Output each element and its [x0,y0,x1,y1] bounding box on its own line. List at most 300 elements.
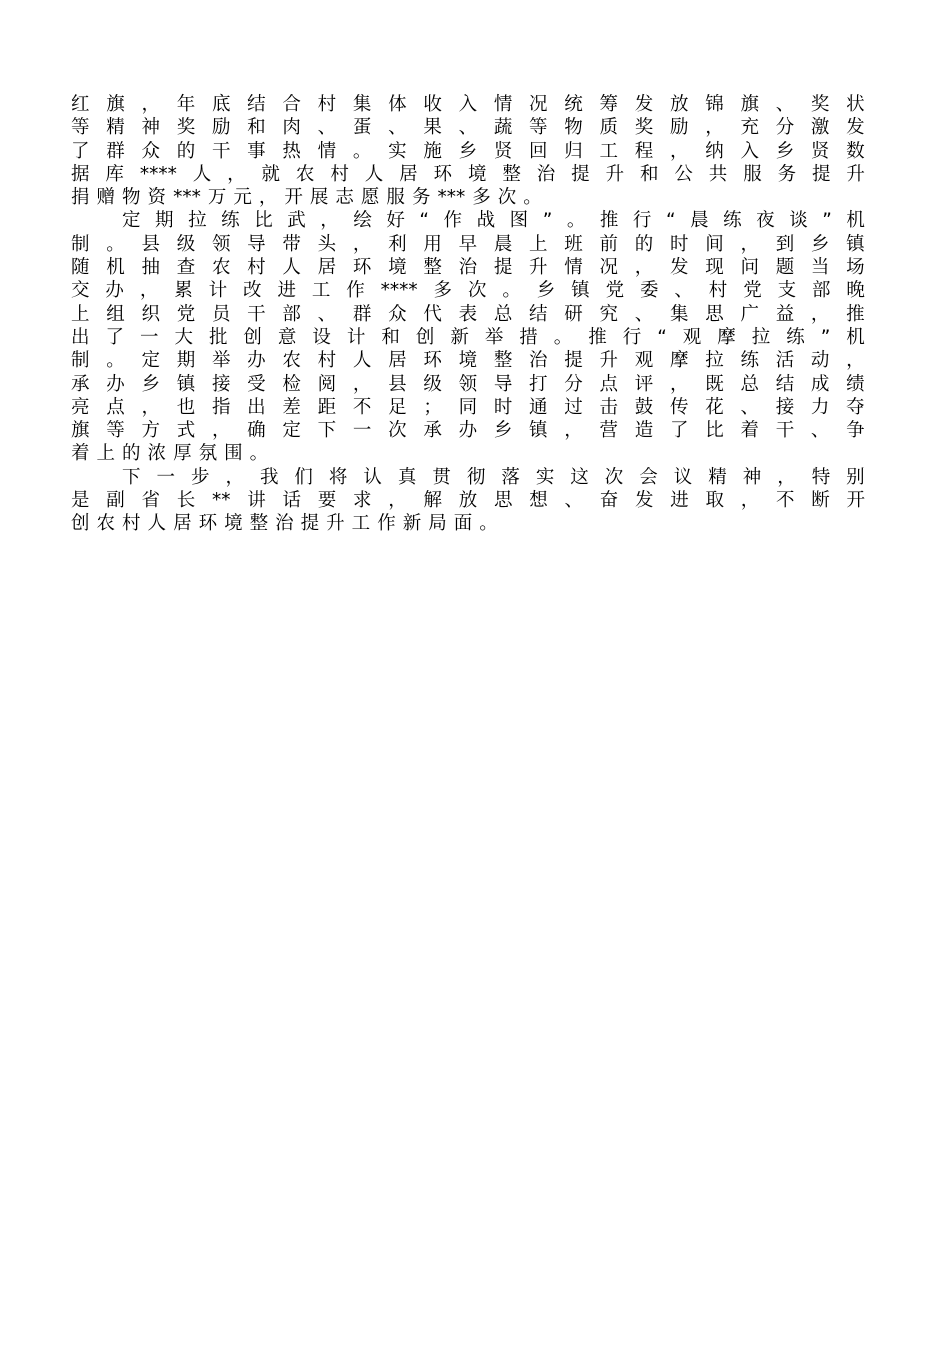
glyph: 一 [156,466,175,488]
glyph: 党 [743,280,762,302]
glyph: 我 [259,466,279,488]
glyph: 县 [141,233,160,255]
glyph: 等 [106,420,125,442]
glyph: 充 [740,117,759,139]
glyph: 旗 [106,94,125,115]
glyph: 人 [192,163,212,185]
glyph: 亮 [71,396,90,418]
glyph: 一 [139,326,159,348]
glyph: 分 [775,117,795,139]
glyph: 通 [529,396,548,418]
glyph: 指 [211,396,231,418]
glyph: 议 [673,466,693,488]
glyph: 晨 [493,233,513,255]
glyph: 回 [529,140,548,162]
glyph: 间 [705,233,724,255]
glyph: 动 [810,350,830,372]
glyph: 升 [599,350,619,372]
glyph: 况 [529,94,548,115]
glyph: 支 [777,280,797,302]
glyph: 。 [523,187,542,209]
glyph: 利 [388,233,407,255]
glyph: 镇 [571,280,590,302]
glyph: 晚 [846,280,865,302]
glyph: 交 [71,280,90,302]
glyph: 围 [224,443,243,465]
glyph: 多 [433,280,453,302]
glyph: 活 [775,350,795,372]
glyph: 工 [351,513,371,535]
glyph: 特 [811,466,831,488]
text-line [71,512,865,535]
glyph: 绘 [353,210,372,232]
glyph: ， [352,233,372,255]
glyph: 现 [705,257,724,279]
glyph: **** [380,280,418,302]
glyph: 彻 [466,466,486,488]
glyph: 资 [147,187,167,209]
glyph: 查 [176,257,196,279]
glyph: 办 [458,420,478,442]
glyph: 农 [211,257,231,279]
glyph: 多 [472,187,491,209]
glyph: 提 [493,257,513,279]
glyph: 武 [287,210,306,232]
glyph: 、 [317,117,337,139]
glyph: 出 [71,326,90,348]
glyph: 求 [352,490,372,512]
glyph: 归 [564,140,583,162]
glyph: 研 [564,303,583,325]
glyph: 发 [634,490,654,512]
glyph: 实 [535,466,555,488]
glyph: 乡 [141,373,160,395]
glyph: ， [740,490,760,512]
glyph: 乡 [493,420,513,442]
glyph: 行 [622,326,642,348]
glyph: 贤 [810,140,830,162]
glyph: 次 [497,187,517,209]
glyph: 话 [282,490,301,512]
glyph: 境 [224,513,243,535]
glyph: 期 [155,210,174,232]
glyph: 程 [634,140,654,162]
glyph: 发 [846,117,865,139]
glyph: 境 [458,350,478,372]
glyph: 环 [352,257,372,279]
glyph: 局 [428,513,447,535]
glyph: 好 [386,210,405,232]
glyph: 神 [141,117,160,139]
glyph: 点 [599,373,619,395]
glyph: 治 [536,163,556,185]
glyph: 是 [71,490,90,512]
glyph: 下 [122,466,141,488]
glyph: 织 [141,303,160,325]
glyph: 办 [247,350,266,372]
glyph: 居 [317,257,337,279]
glyph: 确 [247,420,266,442]
glyph: 事 [247,140,266,162]
glyph: 环 [198,513,218,535]
glyph: 愿 [360,187,380,209]
glyph: 红 [71,94,90,115]
glyph: ， [227,163,246,185]
glyph: 代 [423,303,442,325]
glyph: 等 [529,117,548,139]
glyph: 面 [453,513,473,535]
glyph: 村 [122,513,141,535]
glyph: 检 [282,373,301,395]
glyph: 、 [458,117,478,139]
glyph: 争 [846,420,865,442]
glyph: 精 [708,466,727,488]
glyph: 年 [176,94,196,115]
glyph: 办 [105,280,124,302]
glyph: ， [846,350,865,372]
glyph: 不 [775,490,795,512]
glyph: 氛 [198,443,218,465]
glyph: 创 [243,326,262,348]
glyph: 拉 [751,326,771,348]
glyph: 总 [493,303,513,325]
glyph: 总 [740,373,759,395]
glyph: ” [822,210,832,232]
glyph: 级 [423,373,442,395]
glyph: 合 [282,94,301,115]
glyph: 和 [639,163,659,185]
glyph: 发 [634,94,654,115]
glyph: 果 [423,117,442,139]
glyph: 究 [599,303,619,325]
glyph: 也 [176,396,196,418]
glyph: 创 [415,326,435,348]
glyph: 改 [243,280,262,302]
glyph: 委 [639,280,659,302]
glyph: ， [139,280,159,302]
glyph: 创 [71,513,90,535]
glyph: 这 [570,466,589,488]
glyph: 同 [458,396,478,418]
glyph: 随 [71,257,90,279]
glyph: 次 [388,420,407,442]
glyph: 解 [423,490,442,512]
glyph: 方 [141,420,160,442]
glyph: 工 [311,280,331,302]
glyph: 造 [634,420,654,442]
glyph: 次 [604,466,624,488]
glyph: 整 [502,163,521,185]
glyph: 上 [96,443,116,465]
glyph: 、 [810,420,830,442]
glyph: 纳 [705,140,724,162]
glyph: 万 [207,187,227,209]
glyph: 阅 [317,373,337,395]
glyph: ， [225,466,244,488]
glyph: 省 [141,490,161,512]
glyph: 步 [190,466,210,488]
glyph: 认 [363,466,382,488]
glyph: 花 [705,396,724,418]
glyph: 别 [846,466,865,488]
glyph: 环 [433,163,453,185]
glyph: 意 [277,326,297,348]
glyph: 将 [328,466,348,488]
glyph: 制 [71,233,90,255]
glyph: 境 [388,257,407,279]
glyph: 提 [564,350,583,372]
glyph: 累 [174,280,193,302]
glyph: 举 [211,350,231,372]
glyph: 物 [564,117,583,139]
glyph: 村 [247,257,266,279]
glyph: “ [665,210,676,232]
glyph: 、 [674,280,693,302]
glyph: 练 [221,210,240,232]
glyph: 施 [423,140,442,162]
glyph: 居 [388,350,407,372]
glyph: 居 [173,513,192,535]
glyph: 用 [423,233,442,255]
glyph: 思 [705,303,724,325]
glyph: 激 [810,117,830,139]
glyph: 励 [669,117,689,139]
glyph: 环 [423,350,442,372]
glyph: 摩 [669,350,689,372]
glyph: 部 [812,280,831,302]
glyph: 乡 [775,140,795,162]
glyph: 结 [529,303,548,325]
glyph: 分 [564,373,583,395]
glyph: 上 [71,303,90,325]
glyph: 数 [846,140,865,162]
glyph: 奖 [176,117,196,139]
glyph: 场 [846,257,865,279]
glyph: 的 [634,233,654,255]
glyph: 练 [786,326,805,348]
glyph: 发 [669,257,689,279]
glyph: 境 [467,163,487,185]
glyph: 开 [846,490,865,512]
glyph: 。 [352,140,372,162]
glyph: 下 [317,420,337,442]
glyph: 了 [669,420,689,442]
glyph: 过 [564,396,583,418]
glyph: 治 [529,350,548,372]
glyph: 升 [326,513,345,535]
glyph: ， [705,117,724,139]
glyph: 图 [509,210,529,232]
glyph: ， [320,210,339,232]
text-line [71,489,865,512]
glyph: ” [820,326,831,348]
glyph: 人 [282,257,301,279]
glyph: 时 [669,233,689,255]
glyph: 镇 [176,373,196,395]
glyph: 、 [740,396,759,418]
glyph: 益 [775,303,795,325]
glyph: 的 [122,443,141,465]
glyph: 奋 [599,490,619,512]
glyph: 、 [564,490,583,512]
glyph: 厚 [173,443,192,465]
glyph: 党 [605,280,625,302]
text-line [71,396,865,419]
glyph: 整 [423,257,442,279]
glyph: 锦 [705,94,724,115]
text-line [71,256,865,279]
glyph: 新 [450,326,469,348]
glyph: 、 [388,117,407,139]
glyph: 入 [458,94,478,115]
glyph: 表 [458,303,478,325]
glyph: 群 [352,303,372,325]
glyph: 上 [529,233,548,255]
glyph: ， [777,466,796,488]
glyph: 工 [599,140,619,162]
glyph: 推 [588,326,607,348]
glyph: 开 [284,187,303,209]
glyph: 、 [775,94,795,115]
glyph: 当 [810,257,830,279]
glyph: 提 [812,163,831,185]
glyph: 一 [352,420,372,442]
glyph: 既 [705,373,724,395]
glyph: 足 [388,396,407,418]
glyph: 真 [397,466,417,488]
glyph: 想 [529,490,548,512]
glyph: 拉 [188,210,207,232]
glyph: 观 [634,350,654,372]
glyph: 。 [106,233,125,255]
glyph: 鼓 [634,396,654,418]
glyph: 谈 [789,210,808,232]
glyph: 党 [176,303,196,325]
glyph: 干 [247,303,266,325]
glyph: 结 [247,94,266,115]
text-line [71,186,865,209]
glyph: ， [810,303,830,325]
glyph: 领 [211,233,231,255]
glyph: 行 [632,210,652,232]
glyph: 摩 [717,326,736,348]
glyph: 村 [317,350,337,372]
glyph: 。 [106,350,125,372]
glyph: 众 [141,140,160,162]
glyph: 人 [364,163,384,185]
glyph: 推 [846,303,865,325]
text-line [71,442,865,465]
glyph: 等 [71,117,90,139]
glyph: ， [669,373,689,395]
glyph: 奖 [634,117,654,139]
glyph: 办 [106,373,125,395]
glyph: 计 [208,280,228,302]
glyph: 提 [300,513,320,535]
glyph: 村 [708,280,728,302]
glyph: 情 [564,257,583,279]
glyph: 和 [381,326,400,348]
glyph: 领 [458,373,478,395]
glyph: 定 [282,420,301,442]
glyph: 定 [141,350,160,372]
glyph: 接 [775,396,795,418]
paragraph-start-line [71,209,865,232]
glyph: ** [212,490,231,512]
glyph: 县 [388,373,407,395]
glyph: 部 [282,303,301,325]
glyph: 讲 [247,490,266,512]
glyph: 就 [261,163,281,185]
glyph: 传 [669,396,689,418]
glyph: 练 [723,210,742,232]
glyph: 绩 [846,373,865,395]
glyph: 群 [106,140,125,162]
glyph: 计 [346,326,366,348]
glyph: 比 [254,210,273,232]
glyph: ； [423,396,442,418]
glyph: 。 [553,326,573,348]
glyph: 练 [740,350,759,372]
glyph: 评 [634,373,654,395]
glyph: 体 [388,94,407,115]
glyph: 旗 [740,94,759,115]
glyph: 抽 [141,257,160,279]
glyph: 浓 [147,443,167,465]
glyph: 服 [743,163,762,185]
glyph: 距 [317,396,337,418]
glyph: 蛋 [352,117,372,139]
glyph: 干 [211,140,231,162]
glyph: 贯 [432,466,451,488]
glyph: 捐 [71,187,90,209]
glyph: 机 [106,257,125,279]
glyph: 推 [599,210,619,232]
glyph: 了 [105,326,124,348]
glyph: 入 [740,140,759,162]
glyph: 共 [708,163,728,185]
glyph: 带 [282,233,301,255]
glyph: 质 [599,117,619,139]
glyph: 整 [249,513,269,535]
glyph: 制 [71,350,90,372]
glyph: 期 [176,350,196,372]
glyph: 神 [742,466,762,488]
glyph: 集 [352,94,372,115]
glyph: 班 [564,233,583,255]
glyph: 农 [295,163,315,185]
glyph: 大 [174,326,193,348]
glyph: 晨 [690,210,709,232]
glyph: 会 [639,466,658,488]
glyph: *** [437,187,466,209]
glyph: 统 [564,94,583,115]
text-line [71,93,865,116]
glyph: 受 [247,373,266,395]
glyph: 乡 [536,280,556,302]
glyph: 赠 [96,187,116,209]
glyph: 夜 [756,210,775,232]
glyph: 底 [211,94,231,115]
glyph: 实 [388,140,407,162]
glyph: 肉 [282,117,301,139]
glyph: 前 [599,233,619,255]
glyph: 出 [247,396,266,418]
text-line [71,303,865,326]
glyph: 战 [476,210,496,232]
glyph: 提 [571,163,590,185]
glyph: ， [141,94,160,115]
